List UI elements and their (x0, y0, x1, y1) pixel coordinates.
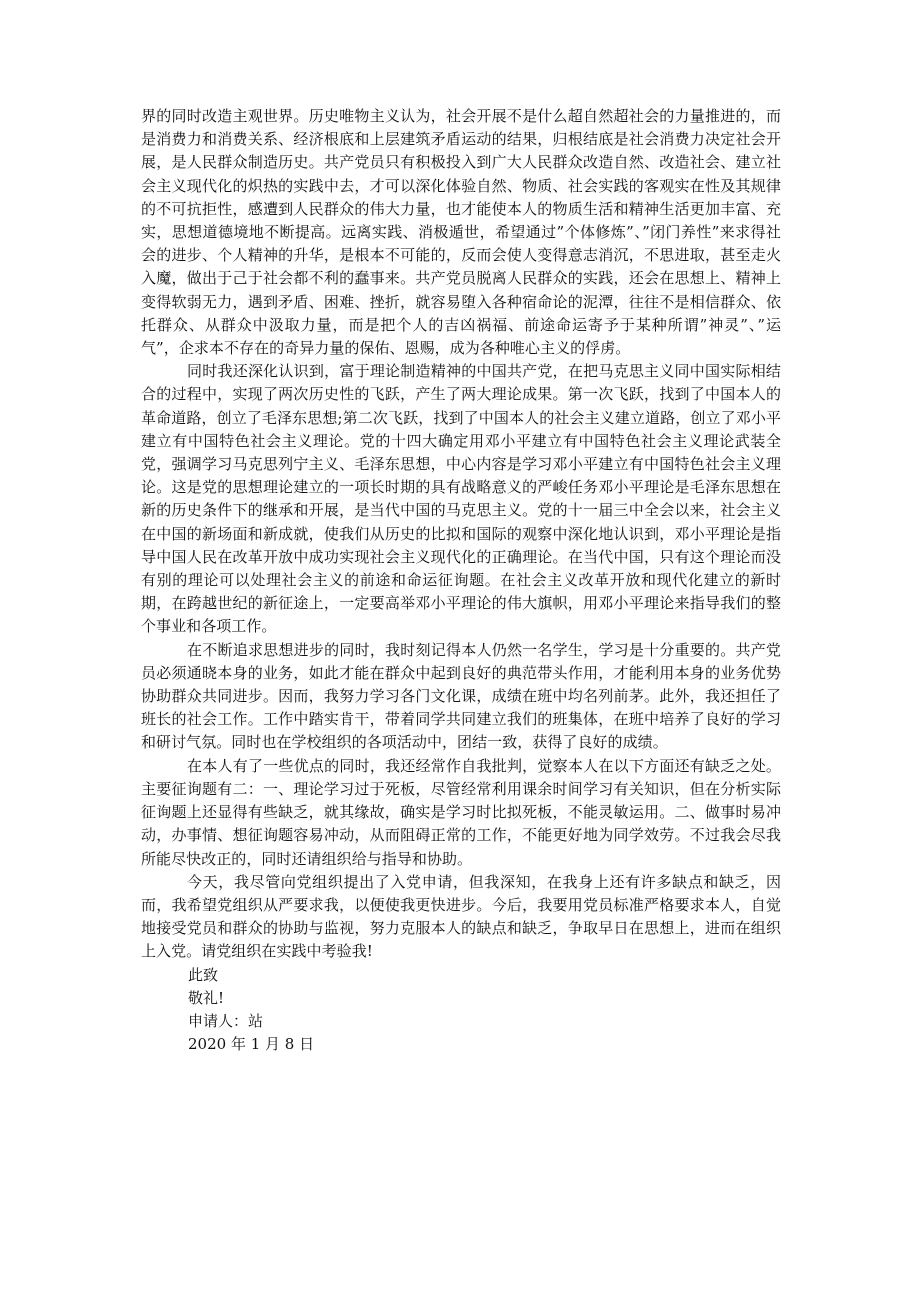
closing-block (141, 964, 781, 1057)
application-letter-page (141, 105, 781, 1056)
closing-regards: 敬礼! (188, 988, 225, 1007)
body-paragraph-5: 今天，我尽管向党组织提出了入党申请，但我深知，在我身上还有许多缺点和缺乏，因而，我希望党组织从严要求我，以便使我更快进步。今后，我要用党员标准严格要求本人，自觉地接受党员和群众的协助与监视，努力克服本人的缺点和缺乏，争取早日在思想上，进而在组织上入党。请党组织在实践中考验我! (141, 872, 781, 961)
body-paragraph-1: 界的同时改造主观世界。历史唯物主义认为，社会开展不是什么超自然超社会的力量推进的，而是消费力和消费关系、经济根底和上层建筑矛盾运动的结果，归根结底是社会消费力决定社会开展，是人民群众制造历史。共产党员只有积极投入到广大人民群众改造自然、改造社会、建立社会主义现代化的炽热的实践中去，才可以深化体验自然、物质、社会实践的客观实在性及其规律的不可抗拒性，感遭到人民群众的伟大力量，也才能使本人的物质生活和精神生活更加丰富、充实，思想道德境地不断提高。远离实践、消极遁世，希望通过”个体修炼”、”闭门养性”来求得社会的进步、个人精神的升华，是根本不可能的，反而会使人变得意志消沉，不思进取，甚至走火入魔，做出于己于社会都不利的蠢事来。共产党员脱离人民群众的实践，还会在思想上、精神上变得软弱无力，遇到矛盾、困难、挫折，就容易堕入各种宿命论的泥潭，往往不是相信群众、依托群众、从群众中汲取力量，而是把个人的吉凶祸福、前途命运寄予于某种所谓”神灵”、”运气”，企求本不存在的奇异力量的保佑、恩赐，成为各种唯心主义的俘虏。 (141, 107, 781, 358)
body-paragraph-3: 在不断追求思想进步的同时，我时刻记得本人仍然一名学生，学习是十分重要的。共产党员必须通晓本身的业务，如此才能在群众中起到良好的典范带头作用，才能利用本身的业务优势协助群众共同进步。因而，我努力学习各门文化课，成绩在班中均名列前茅。此外，我还担任了班长的社会工作。工作中踏实肯干，带着同学共同建立我们的班集体，在班中培养了良好的学习和研讨气氛。同时也在学校组织的各项活动中，团结一致，获得了良好的成绩。 (141, 640, 781, 752)
body-paragraph-4: 在本人有了一些优点的同时，我还经常作自我批判，觉察本人在以下方面还有缺乏之处。主要征询题有二：一、理论学习过于死板，尽管经常利用课余时间学习有关知识，但在分析实际征询题上还显得有些缺乏，就其缘故，确实是学习时比拟死板，不能灵敏运用。二、做事时易冲动，办事情、想征询题容易冲动，从而阻碍正常的工作，不能更好地为同学效劳。不过我会尽我所能尽快改正的，同时还请组织给与指导和协助。 (141, 756, 781, 868)
applicant-signature: 申请人：站 (188, 1011, 264, 1030)
body-paragraph-2: 同时我还深化认识到，富于理论制造精神的中国共产党，在把马克思主义同中国实际相结合的过程中，实现了两次历史性的飞跃，产生了两大理论成果。第一次飞跃，找到了中国本人的革命道路，创立了毛泽东思想;第二次飞跃，找到了中国本人的社会主义建立道路，创立了邓小平建立有中国特色社会主义理论。党的十四大确定用邓小平建立有中国特色社会主义理论武装全党，强调学习马克思列宁主义、毛泽东思想，中心内容是学习邓小平建立有中国特色社会主义理论。这是党的思想理论建立的一项长时期的具有战略意义的严峻任务邓小平理论是毛泽东思想在新的历史条件下的继承和开展，是当代中国的马克思主义。党的十一届三中全会以来，社会主义在中国的新场面和新成就，使我们从历史的比拟和国际的观察中深化地认识到，邓小平理论是指导中国人民在改革开放中成功实现社会主义现代化的正确理论。在当代中国，只有这个理论而没有别的理论可以处理社会主义的前途和命运征询题。在社会主义改革开放和现代化建立的新时期，在跨越世纪的新征途上，一定要高举邓小平理论的伟大旗帜，用邓小平理论来指导我们的整个事业和各项工作。 (141, 362, 781, 636)
letter-date: 2020 年 1 月 8 日 (188, 1035, 315, 1054)
closing-salutation: 此致 (188, 965, 219, 984)
